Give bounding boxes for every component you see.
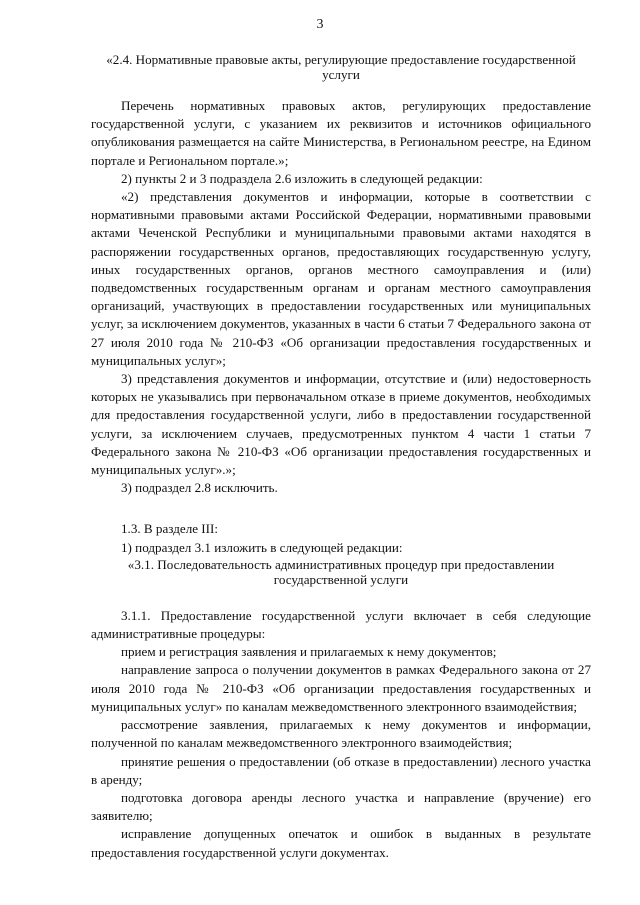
spacer bbox=[91, 82, 591, 97]
procedure-item: прием и регистрация заявления и прилагаемых к нему документов; bbox=[121, 644, 497, 660]
procedure-item: рассмотрение заявления, прилагаемых к нему документов и информации, полученной по каналам межведомственного электронного взаимодействия; bbox=[91, 717, 591, 751]
section-1-3-heading: 1.3. В разделе III: bbox=[121, 521, 219, 537]
section-1-3-item-1: 1) подраздел 3.1 изложить в следующей редакции: bbox=[121, 539, 403, 555]
procedure-item: исправление допущенных опечаток и ошибок в выданных в результате предоставления государственной услуги документах. bbox=[91, 826, 591, 860]
document-body bbox=[91, 52, 591, 862]
section-3-1-heading: «3.1. Последовательность административных процедур при предоставлении государственной услуги bbox=[127, 556, 555, 587]
section-2-4-paragraph: Перечень нормативных правовых актов, регулирующих предоставление государственной услуги, с указанием их реквизитов и источников официального опубликования размещается на сайте Министерства, в Региональном реестре, на Едином портале и Региональном портале.»; bbox=[91, 98, 591, 168]
amendment-item-2-subitem-3: 3) представления документов и информации, отсутствие и (или) недостоверность которых не указывались при первоначальном отказе в приеме документов, необходимых для предоставления государственной услуги, либо в предоставлении государственной услуги, за исключением случаев, предусмотренных пунктом 4 части 1 статьи 7 Федерального закона № 210-ФЗ «Об организации предоставления государственных и муниципальных услуг».»; bbox=[91, 371, 591, 478]
amendment-item-2: 2) пункты 2 и 3 подраздела 2.6 изложить в следующей редакции: bbox=[121, 170, 483, 186]
section-2-4-heading: «2.4. Нормативные правовые акты, регулирующие предоставление государственной услуги bbox=[106, 52, 576, 82]
amendment-item-2-subitem-2: «2) представления документов и информации, которые в соответствии с нормативными правовыми актами Российской Федерации, нормативными правовыми актами Чеченской Республики и муниципальными правовыми актами находятся в распоряжении государственных органов, предоставляющих государственную услугу, иных государственных органов, органов местного самоуправления и (или) подведомственных государственным органам и органам местного самоуправления организаций, участвующих в предоставлении государственных или муниципальных услуг, за исключением документов, указанных в части 6 статьи 7 Федерального закона от 27 июля 2010 года № 210-ФЗ «Об организации предоставления государственных и муниципальных услуг»; bbox=[91, 189, 591, 368]
section-3-1-1-intro: 3.1.1. Предоставление государственной услуги включает в себя следующие административные процедуры: bbox=[91, 607, 591, 642]
procedure-item: направление запроса о получении документов в рамках Федерального закона от 27 июля 2010 года № 210-ФЗ «Об организации предоставления государственных и муниципальных услуг» по каналам межведомственного электронного взаимодействия; bbox=[91, 662, 591, 714]
spacer bbox=[91, 587, 591, 607]
page-number: 3 bbox=[316, 17, 324, 32]
amendment-item-3: 3) подраздел 2.8 исключить. bbox=[121, 480, 278, 496]
spacer bbox=[91, 497, 591, 520]
procedure-item: принятие решения о предоставлении (об отказе в предоставлении) лесного участка в аренду; bbox=[91, 753, 591, 787]
procedure-item: подготовка договора аренды лесного участка и направление (вручение) его заявителю; bbox=[91, 789, 591, 824]
